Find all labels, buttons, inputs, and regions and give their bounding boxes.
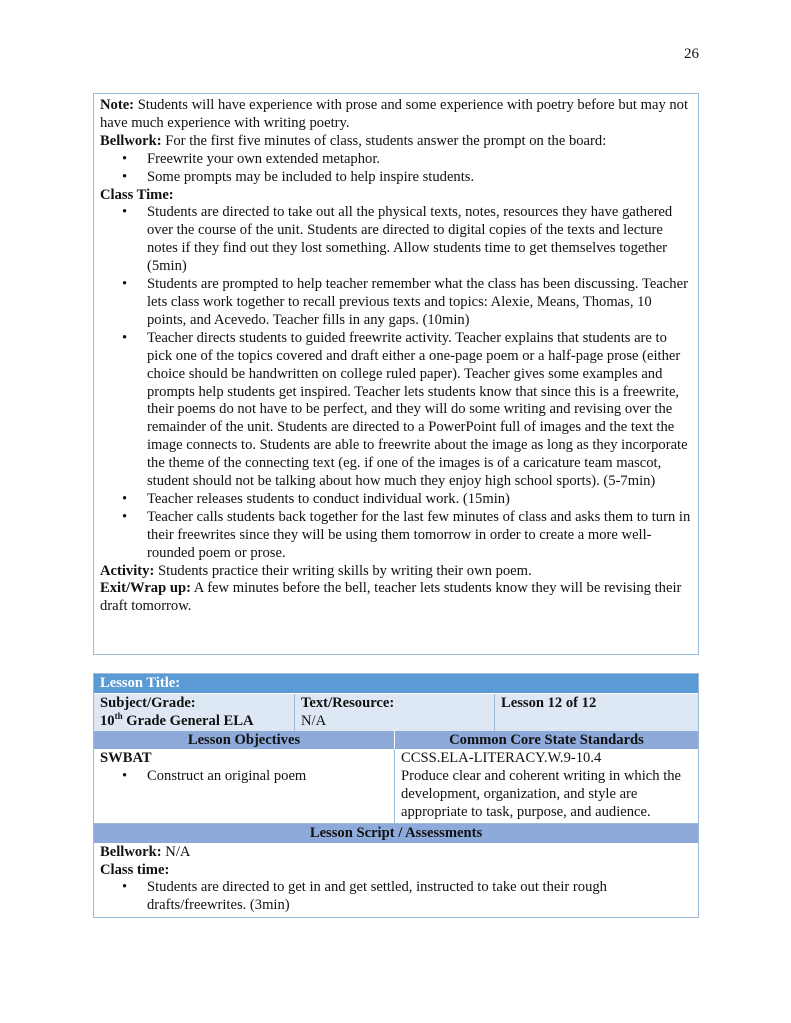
lesson-12-table: [93, 673, 699, 918]
script-bellwork-value: N/A: [161, 843, 191, 860]
lesson-number-cell: [495, 694, 698, 731]
list-item: • Teacher calls students back together for the last few minutes of class and asks them to turn in their freewrites since they will be using them tomorrow in order to create a more well-rounded poem or prose.: [100, 509, 692, 563]
note-paragraph: [100, 97, 692, 133]
activity-paragraph: [100, 563, 692, 581]
text-resource-cell: [295, 694, 495, 731]
script-header: Lesson Script / Assessments: [94, 824, 698, 843]
bellwork-text: For the first five minutes of class, students answer the prompt on the board:: [161, 132, 607, 149]
list-item: • Construct an original poem: [100, 768, 388, 786]
classtime-label: Class Time:: [100, 186, 174, 203]
note-text: Students will have experience with prose and some experience with poetry before but may not have much experience with writing poetry.: [100, 97, 689, 131]
list-item: • Students are directed to get in and get settled, instructed to take out their rough drafts/freewrites. (3min): [100, 879, 692, 915]
page-number: 26: [684, 46, 699, 62]
standards-header: Common Core State Standards: [449, 732, 644, 748]
classtime-heading: [100, 187, 692, 205]
lesson-info-row: [94, 693, 698, 731]
subject-label: Subject/Grade:: [100, 695, 196, 711]
list-item: • Some prompts may be included to help inspire students.: [100, 169, 692, 187]
classtime-list: [100, 204, 692, 562]
activity-label: Activity:: [100, 562, 155, 579]
script-bellwork-label: Bellwork:: [100, 843, 162, 860]
bellwork-paragraph: [100, 133, 692, 151]
exit-label: Exit/Wrap up:: [100, 580, 191, 597]
lesson-number: Lesson 12 of 12: [501, 695, 597, 711]
standards-cell: [395, 749, 698, 823]
lesson-title-row: Lesson Title:: [94, 674, 698, 693]
activity-text: Students practice their writing skills by writing their own poem.: [154, 562, 532, 579]
script-classtime-label: Class time:: [100, 861, 170, 878]
list-item: • Freewrite your own extended metaphor.: [100, 151, 692, 169]
standard-text: Produce clear and coherent writing in which the development, organization, and style are appropriate to task, purpose, and audience.: [401, 767, 682, 820]
list-item: • Teacher releases students to conduct individual work. (15min): [100, 491, 692, 509]
exit-text: A few minutes before the bell, teacher lets students know they will be revising their draft tomorrow.: [100, 580, 682, 615]
subject-grade-cell: [94, 694, 295, 731]
list-item: • Teacher directs students to guided freewrite activity. Teacher explains that students are to pick one of the topics covered and draft either a one-page poem or a half-page prose (either choice should be handwritten on college ruled paper). Teacher gives some examples and prompts help students get inspired. Teacher lets students know that since this is a freewrite, their poems do not have to be perfect, and they will do some writing and revising over the remainder of the unit. Students are directed to a PowerPoint full of images and the text the image connects to. Students are able to freewrite about the image as long as they incorporate the theme of the connecting text (eg. if one of the images is of a caricature team mascot, student should not be talking about how much they enjoy high school sports). (5-7min): [100, 330, 692, 491]
subject-value: 10th Grade General ELA: [100, 711, 254, 729]
objectives-standards-header: [94, 731, 698, 749]
list-item: • Students are prompted to help teacher remember what the class has been discussing. Teacher lets class work together to recall previous texts and topics: Alexie, Means, Thomas, 10 points, and Acevedo. Teacher fills in any gaps. (10min): [100, 276, 692, 330]
resource-value: N/A: [301, 712, 327, 729]
objectives-standards-row: [94, 749, 698, 824]
swbat-label: SWBAT: [100, 750, 152, 766]
note-label: Note:: [100, 97, 135, 113]
bellwork-list: [100, 151, 692, 187]
script-body: [94, 843, 698, 918]
objectives-cell: [94, 749, 395, 823]
lesson-11-continued-box: [93, 93, 699, 655]
objectives-header: Lesson Objectives: [94, 731, 395, 749]
resource-label: Text/Resource:: [301, 695, 395, 711]
standard-code: CCSS.ELA-LITERACY.W.9-10.4: [401, 750, 602, 766]
list-item: • Students are directed to take out all the physical texts, notes, resources they have gathered over the course of the unit. Students are directed to digital copies of the texts and lecture notes if they find out they lost something. Allow students time to get themselves together (5min): [100, 204, 692, 276]
bellwork-label: Bellwork:: [100, 132, 162, 149]
exit-paragraph: [100, 580, 692, 616]
